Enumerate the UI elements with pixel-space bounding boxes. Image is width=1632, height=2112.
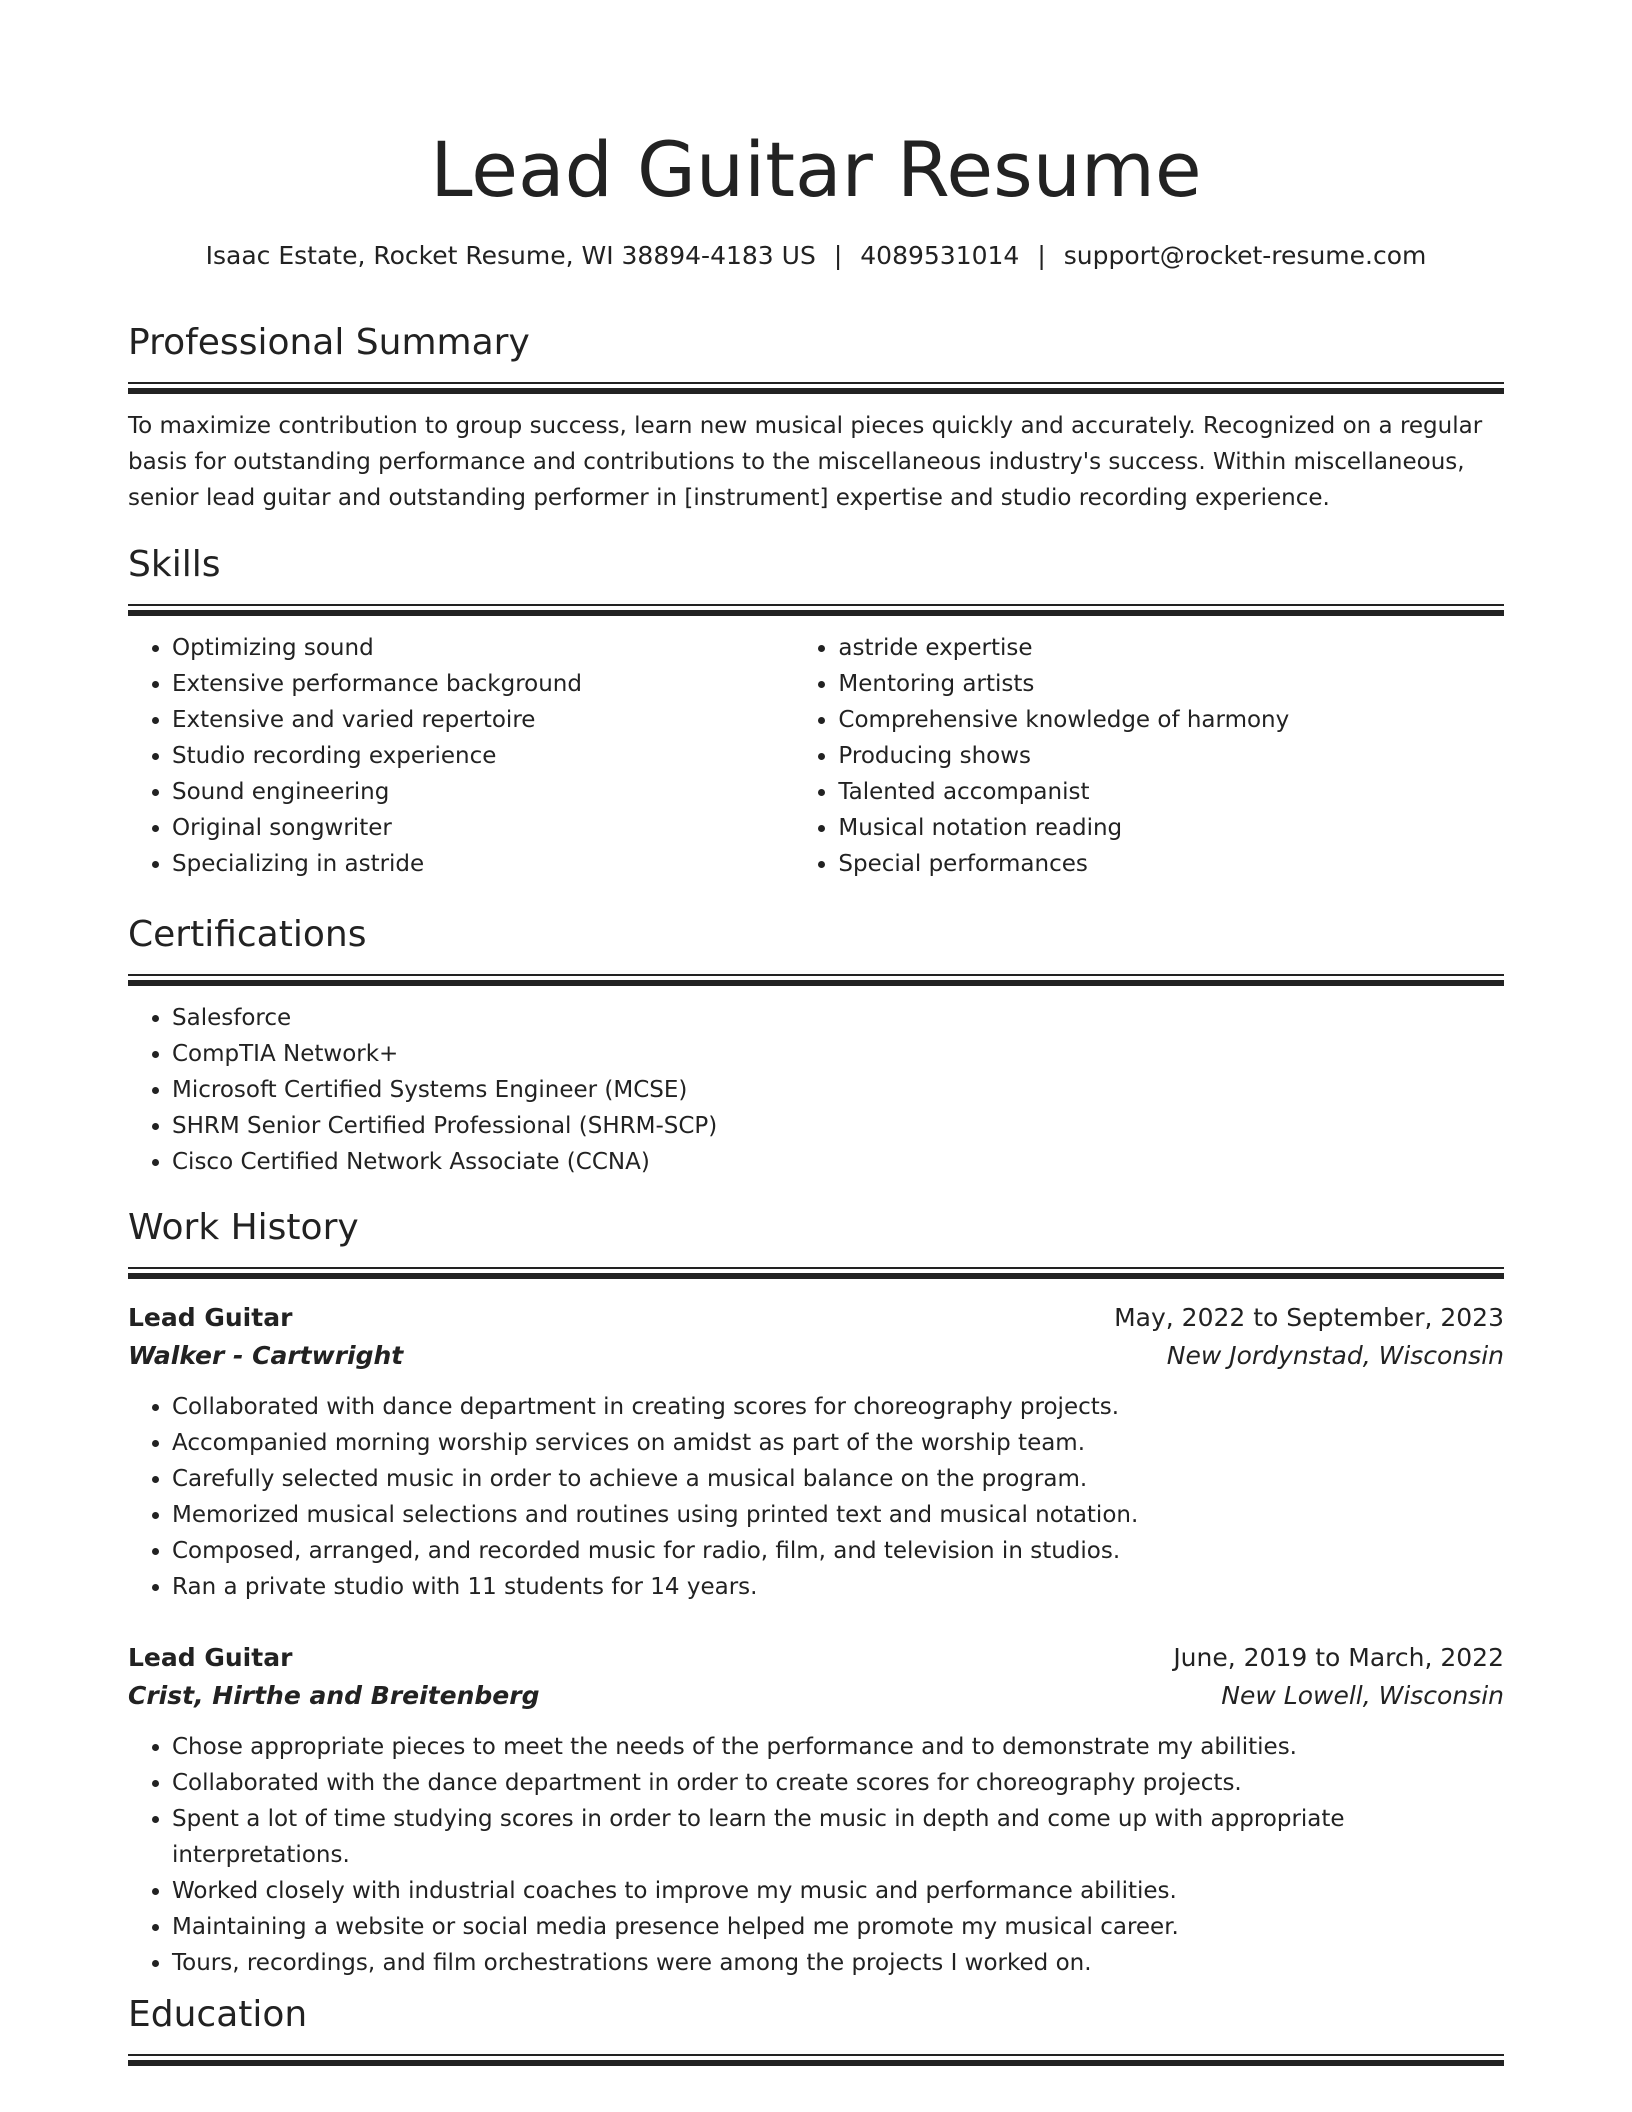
job-subheader [128,1677,1504,1715]
skill-item: • Sound engineering [172,774,794,810]
certifications-list [128,1000,1504,1180]
skill-item: • Original songwriter [172,810,794,846]
certification-item: • Cisco Certified Network Associate (CCNA) [172,1144,1504,1180]
job-bullet: • Chose appropriate pieces to meet the needs of the performance and to demonstrate my abilities. [172,1729,1504,1765]
skill-item: • Talented accompanist [838,774,1504,810]
skill-item: • Specializing in astride [172,846,794,882]
contact-phone: 4089531014 [860,241,1020,270]
resume-title: Lead Guitar Resume [430,125,1202,214]
job-bullet: • Accompanied morning worship services on amidst as part of the worship team. [172,1425,1504,1461]
section-divider [128,604,1504,616]
skill-item: • Studio recording experience [172,738,794,774]
job-dates: May, 2022 to September, 2023 [1114,1303,1504,1332]
skill-item: • Optimizing sound [172,630,794,666]
contact-email: support@rocket-resume.com [1063,241,1427,270]
skill-item: • Special performances [838,846,1504,882]
education-section [128,1990,1504,2066]
job-bullet: • Composed, arranged, and recorded music for radio, film, and television in studios. [172,1533,1504,1569]
skills-list-right [794,630,1504,882]
skill-item: • Producing shows [838,738,1504,774]
job-bullet: • Collaborated with the dance department in order to create scores for choreography projects. [172,1765,1504,1801]
skill-item: • Mentoring artists [838,666,1504,702]
job-entry [128,1299,1504,1605]
job-header [128,1299,1504,1337]
job-header [128,1639,1504,1677]
section-heading-education: Education [128,1994,308,2035]
job-bullet: • Maintaining a website or social media presence helped me promote my musical career. [172,1909,1504,1945]
section-heading-certifications: Certifications [128,914,367,955]
skill-item: • Extensive and varied repertoire [172,702,794,738]
job-bullets [128,1389,1504,1605]
summary-text: To maximize contribution to group success, learn new musical pieces quickly and accurately. Recognized on a regular basis for outstanding performance and contributions to the miscellaneous industry's success. Within miscellaneous, senior lead guitar and outstanding performer in [instrument] expertise and studio recording experience. [128,413,1483,511]
skills-columns [128,616,1504,882]
job-bullet: • Spent a lot of time studying scores in order to learn the music in depth and come up with appropriate interpretations. [172,1801,1504,1873]
job-title: Lead Guitar [128,1303,293,1332]
certification-item: • CompTIA Network+ [172,1036,1504,1072]
contact-separator: | [833,241,843,270]
section-divider [128,2054,1504,2066]
job-bullet: • Carefully selected music in order to achieve a musical balance on the program. [172,1461,1504,1497]
job-company: Walker - Cartwright [128,1341,404,1370]
section-divider [128,382,1504,394]
summary-section [128,318,1504,516]
job-bullets [128,1729,1504,1981]
contact-line [128,236,1504,276]
skill-item: • Extensive performance background [172,666,794,702]
job-bullet: • Ran a private studio with 11 students for 14 years. [172,1569,1504,1605]
job-bullet: • Collaborated with dance department in creating scores for choreography projects. [172,1389,1504,1425]
job-bullet: • Memorized musical selections and routines using printed text and musical notation. [172,1497,1504,1533]
job-entry [128,1639,1504,1981]
job-location: New Lowell, Wisconsin [1221,1681,1504,1710]
certification-item: • SHRM Senior Certified Professional (SHRM-SCP) [172,1108,1504,1144]
certification-item: • Microsoft Certified Systems Engineer (MCSE) [172,1072,1504,1108]
job-dates: June, 2019 to March, 2022 [1173,1643,1504,1672]
skill-item: • astride expertise [838,630,1504,666]
skills-list-left [128,630,794,882]
job-company: Crist, Hirthe and Breitenberg [128,1681,540,1710]
contact-separator: | [1037,241,1046,270]
job-bullet: • Worked closely with industrial coaches to improve my music and performance abilities. [172,1873,1504,1909]
section-heading-summary: Professional Summary [128,322,530,363]
job-subheader [128,1337,1504,1375]
skill-item: • Musical notation reading [838,810,1504,846]
certification-item: • Salesforce [172,1000,1504,1036]
job-location: New Jordynstad, Wisconsin [1166,1341,1504,1370]
section-divider [128,974,1504,986]
section-heading-work-history: Work History [128,1207,359,1248]
contact-address: Isaac Estate, Rocket Resume, WI 38894-4183 US [205,241,816,270]
skills-section [128,540,1504,882]
section-divider [128,1267,1504,1279]
job-bullet: • Tours, recordings, and film orchestrations were among the projects I worked on. [172,1945,1504,1981]
section-heading-skills: Skills [128,544,221,585]
job-title: Lead Guitar [128,1643,293,1672]
skill-item: • Comprehensive knowledge of harmony [838,702,1504,738]
work-history-section [128,1203,1504,1981]
certifications-section [128,910,1504,1180]
